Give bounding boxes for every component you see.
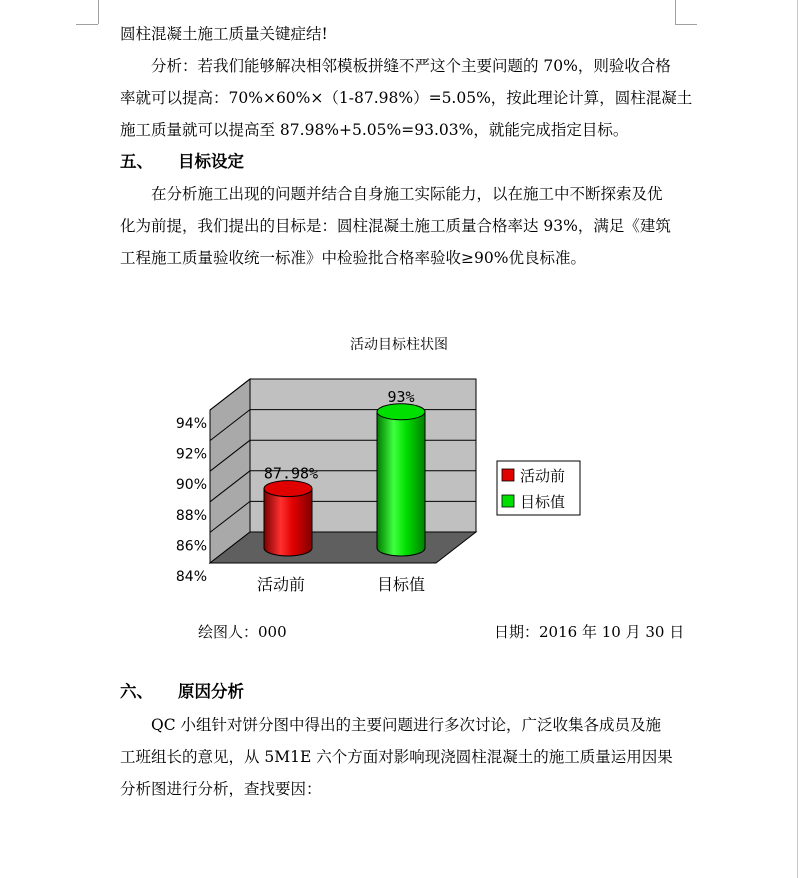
- y-tick-label: 92%: [175, 446, 207, 463]
- cause-line-1: QC 小组针对饼分图中得出的主要问题进行多次讨论，广泛收集各成员及施: [151, 716, 661, 734]
- legend-label-before: 活动前: [520, 467, 566, 485]
- y-tick-label: 88%: [175, 507, 207, 524]
- target-line-1: 在分析施工出现的问题并结合自身施工实际能力，以在施工中不断探索及优: [151, 185, 663, 203]
- cause-line-2: 工班组长的意见，从 5M1E 六个方面对影响现浇圆柱混凝土的施工质量运用因果: [120, 748, 673, 766]
- legend-swatch-target: [502, 495, 514, 507]
- conclusion-line: 圆柱混凝土施工质量关键症结!: [120, 25, 328, 43]
- target-line-2: 化为前提，我们提出的目标是：圆柱混凝土施工质量合格率达 93%，满足《建筑: [120, 217, 671, 235]
- legend-swatch-before: [502, 469, 514, 481]
- data-label: 93%: [387, 387, 415, 406]
- section-5-number: 五、: [120, 152, 153, 171]
- bar-before: [264, 481, 312, 556]
- x-category-label: 目标值: [376, 575, 426, 594]
- data-label: 87.98%: [263, 464, 319, 483]
- chart-floor: [210, 532, 476, 563]
- target-line-3: 工程施工质量验收统一标准》中检验批合格率验收≥90%优良标准。: [120, 249, 586, 267]
- bar-target-body: [377, 412, 425, 556]
- y-tick-label: 94%: [175, 416, 207, 432]
- bar-target-top: [377, 404, 425, 420]
- bar-before-body: [264, 489, 312, 556]
- section-6-title: 原因分析: [178, 682, 244, 701]
- chart-side-wall: [210, 379, 250, 563]
- analysis-line-2: 率就可以提高：70%×60%×（1-87.98%）=5.05%，按此理论计算，圆柱混凝土: [120, 89, 693, 107]
- y-tick-label: 84%: [175, 569, 207, 585]
- section-5-title: 目标设定: [178, 152, 244, 171]
- chart-legend: [497, 461, 580, 515]
- bar-target: [377, 404, 425, 556]
- y-tick-label: 90%: [175, 477, 207, 494]
- analysis-line-1: 分析：若我们能够解决相邻模板拼缝不严这个主要问题的 70%，则验收合格: [151, 57, 671, 75]
- x-category-label: 活动前: [256, 575, 306, 594]
- section-6-heading: [120, 680, 244, 704]
- legend-label-target: 目标值: [520, 493, 566, 511]
- chart-title: 活动目标柱状图: [350, 337, 448, 353]
- chart-date: 日期：2016 年 10 月 30 日: [494, 623, 685, 641]
- y-tick-label: 86%: [175, 538, 207, 555]
- section-6-number: 六、: [120, 682, 153, 701]
- analysis-line-3: 施工质量就可以提高至 87.98%+5.05%=93.03%，就能完成指定目标。: [120, 121, 629, 139]
- bar-before-top: [264, 481, 312, 497]
- chart-author: 绘图人：000: [198, 623, 287, 641]
- cause-line-3: 分析图进行分析，查找要因：: [120, 780, 322, 798]
